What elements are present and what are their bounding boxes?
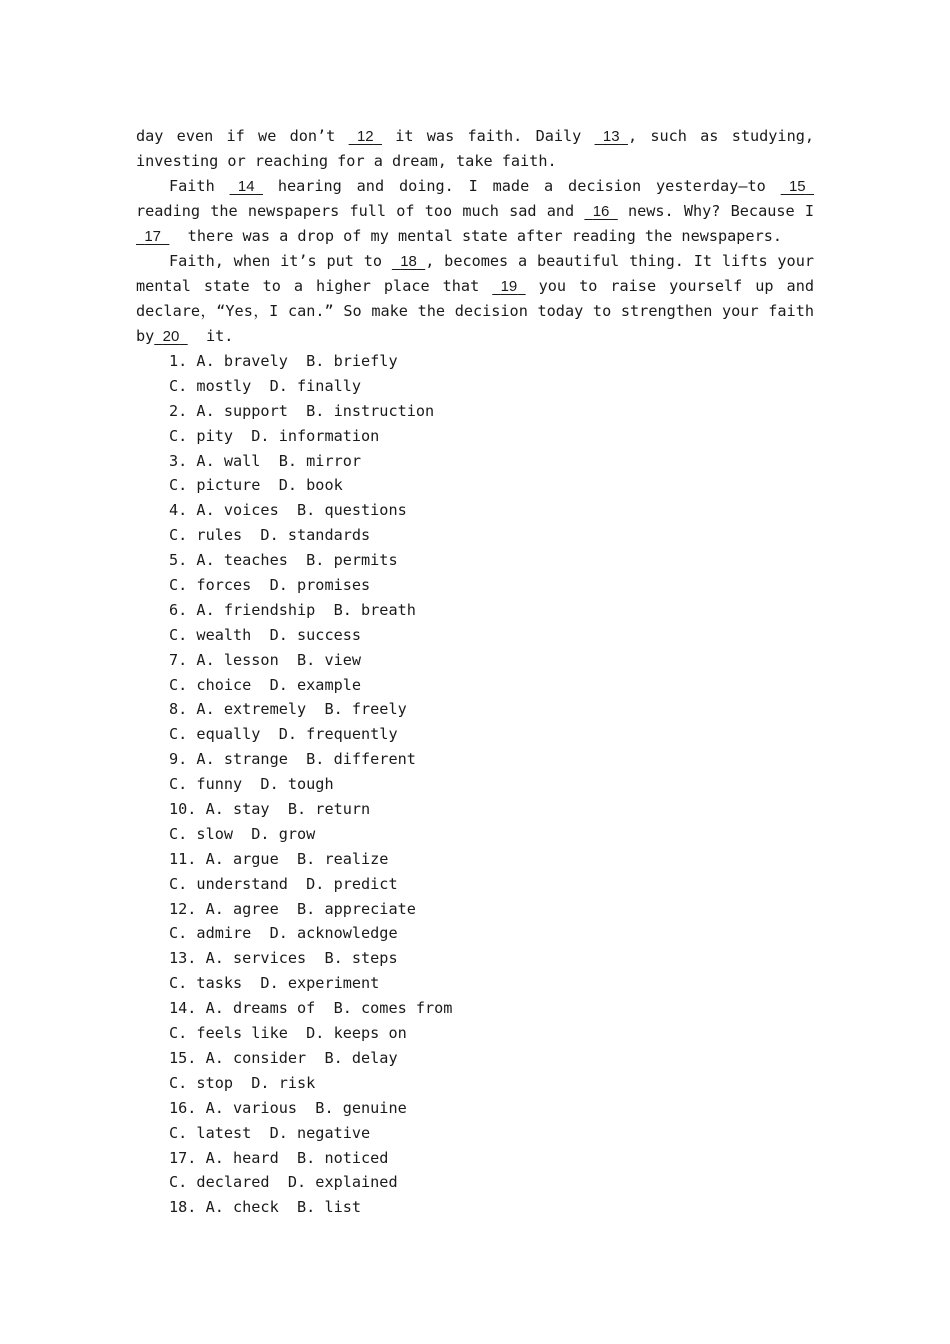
blank-number: 17 xyxy=(144,228,162,245)
question-options-ab: 13. A. services B. steps xyxy=(169,949,398,968)
passage-paragraph-3 xyxy=(136,249,814,349)
question-options-ab: 6. A. friendship B. breath xyxy=(169,600,416,619)
passage-line xyxy=(136,174,814,199)
question-options-ab: 14. A. dreams of B. comes from xyxy=(169,999,453,1018)
passage-line: investing or reaching for a dream, take faith. xyxy=(136,152,557,170)
question-options-ab: 10. A. stay B. return xyxy=(169,800,371,819)
question-options-cd: C. equally D. frequently xyxy=(169,725,398,744)
question-options-ab: 12. A. agree B. appreciate xyxy=(169,899,416,918)
blank-15 xyxy=(781,174,814,199)
question-options-cd: C. choice D. example xyxy=(169,675,362,694)
blank-13 xyxy=(595,124,628,149)
question-options-ab: 4. A. voices B. questions xyxy=(169,501,407,520)
blank-20 xyxy=(154,324,187,349)
passage-line xyxy=(136,274,814,299)
passage-text: , becomes a beautiful thing. It lifts your xyxy=(425,252,814,270)
blank-number: 13 xyxy=(602,128,620,145)
question-options-cd: C. feels like D. keeps on xyxy=(169,1024,407,1043)
passage-text: reading the newspapers full of too much sad and xyxy=(136,202,575,220)
question-options-cd: C. mostly D. finally xyxy=(169,376,362,395)
passage-line xyxy=(136,199,814,224)
blank-number: 14 xyxy=(237,178,255,195)
question-options-ab: 5. A. teaches B. permits xyxy=(169,551,398,570)
passage-text: , such as studying, xyxy=(627,127,814,145)
question-options-cd: C. wealth D. success xyxy=(169,625,362,644)
blank-12 xyxy=(349,124,382,149)
passage-text: you to raise yourself up and xyxy=(538,277,814,295)
document-page xyxy=(136,124,814,1220)
question-options-ab: 15. A. consider B. delay xyxy=(169,1048,398,1067)
passage-text: hearing and doing. I made a decision yesterday—to xyxy=(277,177,766,195)
question-options-cd: C. funny D. tough xyxy=(169,775,334,794)
passage-text: by xyxy=(136,327,155,345)
passage-line xyxy=(136,249,814,274)
blank-17 xyxy=(136,224,169,249)
question-options-ab: 9. A. strange B. different xyxy=(169,750,416,769)
question-options-ab: 2. A. support B. instruction xyxy=(169,401,435,420)
passage-text: mental state to a higher place that xyxy=(136,277,480,295)
question-list xyxy=(136,349,814,1220)
passage-line xyxy=(136,324,814,349)
passage-line xyxy=(136,124,814,149)
question-options-ab: 18. A. check B. list xyxy=(169,1198,362,1217)
question-options-ab: 7. A. lesson B. view xyxy=(169,650,362,669)
blank-16 xyxy=(584,199,617,224)
blank-number: 20 xyxy=(162,328,180,345)
question-options-ab: 3. A. wall B. mirror xyxy=(169,451,362,470)
passage-text: it was faith. Daily xyxy=(395,127,582,145)
blank-18 xyxy=(392,249,425,274)
blank-number: 18 xyxy=(400,253,417,270)
passage-text: Faith, when it’s put to xyxy=(169,252,383,270)
passage-text: there was a drop of my mental state after reading the newspapers. xyxy=(187,227,783,245)
question-options-ab: 11. A. argue B. realize xyxy=(169,849,389,868)
blank-number: 15 xyxy=(788,178,806,195)
question-options-cd: C. picture D. book xyxy=(169,476,343,495)
passage-text: it. xyxy=(205,327,234,345)
question-options-cd: C. stop D. risk xyxy=(169,1073,316,1092)
question-options-cd: C. latest D. negative xyxy=(169,1123,371,1142)
question-options-ab: 16. A. various B. genuine xyxy=(169,1098,407,1117)
question-options-ab: 8. A. extremely B. freely xyxy=(169,700,407,719)
question-options-cd: C. admire D. acknowledge xyxy=(169,924,398,943)
passage-text: day even if we don’t xyxy=(136,127,336,145)
question-options-cd: C. pity D. information xyxy=(169,426,380,445)
passage-paragraph-1 xyxy=(136,124,814,174)
question-options-cd: C. slow D. grow xyxy=(169,824,316,843)
blank-14 xyxy=(230,174,263,199)
blank-number: 19 xyxy=(500,278,518,295)
blank-number: 12 xyxy=(356,128,374,145)
question-options-cd: C. declared D. explained xyxy=(169,1173,398,1192)
question-options-cd: C. understand D. predict xyxy=(169,874,398,893)
question-options-cd: C. rules D. standards xyxy=(169,526,371,545)
question-options-ab: 1. A. bravely B. briefly xyxy=(169,352,398,370)
question-options-cd: C. tasks D. experiment xyxy=(169,974,380,993)
question-options-cd: C. forces D. promises xyxy=(169,576,371,595)
blank-number: 16 xyxy=(592,203,610,220)
passage-text: news. Why? Because I xyxy=(627,202,814,220)
passage-line xyxy=(136,224,814,249)
passage-paragraph-2 xyxy=(136,174,814,249)
question-options-ab: 17. A. heard B. noticed xyxy=(169,1148,389,1167)
passage-text: Faith xyxy=(169,177,215,195)
passage-line: declare，“Yes，I can.” So make the decision today to strengthen your faith xyxy=(136,302,814,320)
blank-19 xyxy=(492,274,525,299)
